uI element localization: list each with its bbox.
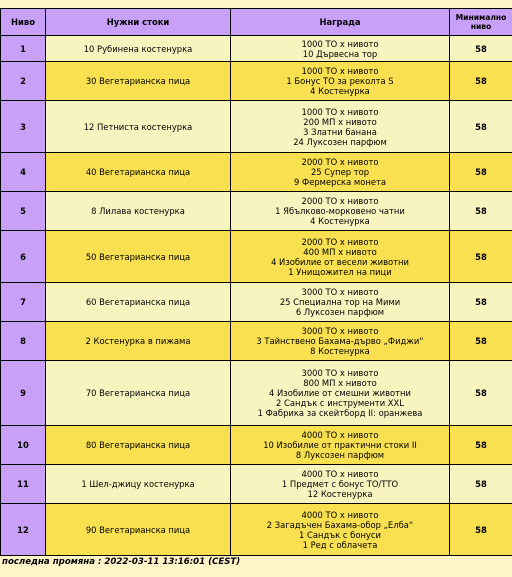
table-row — [1, 283, 512, 322]
table-row — [1, 101, 512, 153]
items-cell: 30 Вегетарианска пица — [46, 62, 231, 101]
min-level-cell: 58 — [450, 504, 512, 556]
items-cell: 10 Рубинена костенурка — [46, 36, 231, 62]
reward-cell — [231, 426, 450, 465]
reward-line: 6 Луксозен парфюм — [295, 307, 385, 317]
reward-line: 1000 ТО x нивото — [301, 66, 379, 76]
reward-line: 3 Тайнствено Бахама-дърво „Фиджи“ — [256, 336, 424, 346]
reward-line: 25 Супер тор — [310, 167, 370, 177]
level-cell: 6 — [1, 231, 46, 283]
reward-line: 9 Фермерска монета — [294, 177, 386, 187]
level-cell: 7 — [1, 283, 46, 322]
reward-line: 25 Специална тор на Мими — [279, 297, 401, 307]
table-row — [1, 153, 512, 192]
reward-line: 3 Златни банана — [303, 126, 377, 137]
items-cell: 60 Вегетарианска пица — [46, 283, 231, 322]
reward-cell — [231, 465, 450, 504]
items-cell: 1 Шел-джицу костенурка — [46, 465, 231, 504]
reward-line: 1 Бонус ТО за реколта S — [286, 76, 394, 86]
reward-line: 8 Костенурка — [310, 346, 370, 356]
table-row — [1, 465, 512, 504]
reward-line: 4 Изобилие от весели животни — [271, 256, 409, 267]
reward-line: 1 Ред с облачета — [302, 539, 378, 550]
reward-line: 12 Костенурка — [307, 489, 373, 499]
header-level: Ниво — [1, 9, 46, 36]
table-row — [1, 426, 512, 465]
level-cell: 4 — [1, 153, 46, 192]
level-cell: 9 — [1, 361, 46, 426]
reward-line: 2000 ТО x нивото — [301, 236, 379, 247]
min-level-cell: 58 — [450, 465, 512, 504]
level-cell: 12 — [1, 504, 46, 556]
reward-line: 2 Загадъчен Бахама-обор „Елба“ — [266, 519, 414, 530]
items-cell: 40 Вегетарианска пица — [46, 153, 231, 192]
table-row — [1, 36, 512, 62]
reward-line: 3000 ТО x нивото — [301, 287, 379, 297]
reward-cell — [231, 101, 450, 153]
reward-line: 1000 ТО x нивото — [301, 38, 379, 49]
items-cell: 8 Лилава костенурка — [46, 192, 231, 231]
table-row — [1, 62, 512, 101]
level-cell: 10 — [1, 426, 46, 465]
reward-line: 1 Унищожител на пици — [288, 266, 392, 277]
reward-line: 24 Луксозен парфюм — [293, 136, 387, 147]
reward-cell — [231, 192, 450, 231]
min-level-cell: 58 — [450, 101, 512, 153]
reward-line: 10 Изобилие от практични стоки II — [263, 440, 417, 450]
min-level-cell: 58 — [450, 36, 512, 62]
table-row — [1, 231, 512, 283]
reward-line: 1000 ТО x нивото — [301, 106, 379, 117]
table-row — [1, 504, 512, 556]
reward-line: 4000 ТО x нивото — [301, 469, 379, 479]
items-cell: 2 Костенурка в пижама — [46, 322, 231, 361]
header-row — [1, 9, 512, 36]
level-cell: 11 — [1, 465, 46, 504]
reward-cell — [231, 231, 450, 283]
min-level-cell: 58 — [450, 192, 512, 231]
reward-line: 800 МП x нивото — [303, 378, 377, 388]
reward-cell — [231, 62, 450, 101]
items-cell: 12 Петниста костенурка — [46, 101, 231, 153]
reward-line: 4 Изобилие от смешни животни — [269, 388, 411, 398]
min-level-cell: 58 — [450, 322, 512, 361]
table-row — [1, 361, 512, 426]
header-min-level: Минимално ниво — [450, 9, 512, 36]
table-row — [1, 192, 512, 231]
reward-line: 200 МП x нивото — [303, 116, 377, 127]
reward-line: 3000 ТО x нивото — [301, 326, 379, 336]
min-level-cell: 58 — [450, 426, 512, 465]
reward-cell — [231, 36, 450, 62]
min-level-cell: 58 — [450, 153, 512, 192]
header-items: Нужни стоки — [46, 9, 231, 36]
last-modified: последна промяна : 2022-03-11 13:16:01 (CEST) — [2, 557, 241, 567]
min-level-cell: 58 — [450, 283, 512, 322]
items-cell: 50 Вегетарианска пица — [46, 231, 231, 283]
header-reward: Награда — [231, 9, 450, 36]
reward-line: 8 Луксозен парфюм — [295, 450, 385, 460]
level-cell: 3 — [1, 101, 46, 153]
level-cell: 8 — [1, 322, 46, 361]
min-level-cell: 58 — [450, 231, 512, 283]
reward-line: 1 Фабрика за скейтборд II: оранжева — [257, 408, 423, 418]
reward-line: 4 Костенурка — [310, 216, 370, 226]
reward-cell — [231, 283, 450, 322]
quest-table — [0, 8, 512, 556]
min-level-cell: 58 — [450, 62, 512, 101]
level-cell: 1 — [1, 36, 46, 62]
reward-line: 3000 ТО x нивото — [301, 368, 379, 378]
reward-line: 2000 ТО x нивото — [301, 157, 379, 167]
reward-cell — [231, 504, 450, 556]
reward-line: 2 Сандък с инструменти XXL — [276, 398, 404, 408]
min-level-cell: 58 — [450, 361, 512, 426]
table-row — [1, 322, 512, 361]
reward-line: 4000 ТО x нивото — [301, 509, 379, 520]
reward-cell — [231, 153, 450, 192]
reward-line: 1 Ябълково-морковено чатни — [275, 206, 405, 216]
reward-cell — [231, 361, 450, 426]
reward-line: 400 МП x нивото — [303, 246, 377, 257]
reward-line: 1 Сандък с бонуси — [299, 529, 381, 540]
level-cell: 5 — [1, 192, 46, 231]
reward-line: 2000 ТО x нивото — [301, 196, 379, 206]
reward-line: 10 Дървесна тор — [302, 48, 378, 59]
reward-line: 1 Предмет с бонус ТО/ТТО — [281, 479, 399, 489]
level-cell: 2 — [1, 62, 46, 101]
items-cell: 90 Вегетарианска пица — [46, 504, 231, 556]
items-cell: 70 Вегетарианска пица — [46, 361, 231, 426]
reward-line: 4 Костенурка — [310, 86, 370, 96]
items-cell: 80 Вегетарианска пица — [46, 426, 231, 465]
reward-line: 4000 ТО x нивото — [301, 430, 379, 440]
reward-cell — [231, 322, 450, 361]
